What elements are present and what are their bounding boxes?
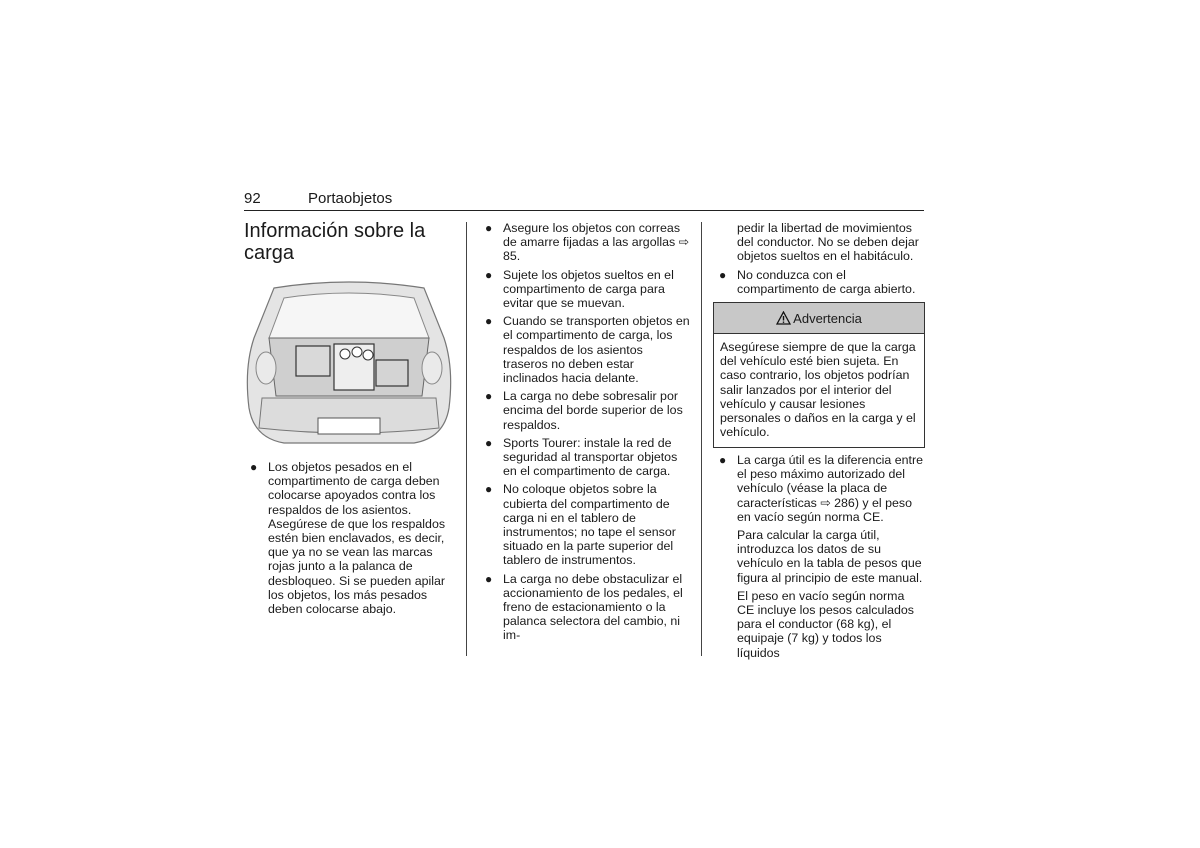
middle-column — [479, 221, 691, 647]
column-divider-2 — [701, 222, 702, 656]
list-item — [479, 482, 691, 567]
list-item-text: La carga no debe obstaculizar el accionamiento de los pedales, el freno de estacionamiento o la palanca selectora del cambio, ni im- — [503, 571, 683, 643]
bullet-icon: ● — [485, 314, 493, 329]
list-item — [479, 314, 691, 385]
list-item — [713, 453, 925, 524]
bullet-icon: ● — [719, 267, 727, 282]
paragraph: El peso en vacío según norma CE incluye los pesos calculados para el conductor (68 kg), el equipaje (7 kg) y todos los líquidos — [737, 588, 915, 660]
continued-text: pedir la libertad de movimientos del conductor. No se deben dejar objetos sueltos en el habitáculo. — [737, 221, 919, 264]
list-item-text: Cuando se transporten objetos en el compartimento de carga, los respaldos de los asientos traseros no deben estar inclinados hacia delante. — [503, 314, 690, 386]
warning-header — [714, 303, 924, 334]
list-item-text: La carga no debe sobresalir por encima del borde superior de los respaldos. — [503, 389, 683, 432]
page-title: Información sobre la carga — [244, 220, 426, 264]
bullet-icon: ● — [485, 221, 493, 235]
middle-bullet-list — [479, 221, 691, 643]
bullet-icon: ● — [485, 571, 493, 586]
bullet-icon: ● — [250, 460, 258, 474]
list-item-text: No coloque objetos sobre la cubierta del compartimento de carga ni en el tablero de instrumentos; no tape el sensor situado en la parte superior del tablero de instrumentos. — [503, 482, 676, 568]
bullet-icon: ● — [485, 482, 493, 497]
section-title: Portaobjetos — [308, 190, 393, 207]
paragraph: Para calcular la carga útil, introduzca los datos de su vehículo en la tabla de pesos que figura al principio de este manual. — [737, 528, 923, 585]
page-header — [244, 190, 924, 211]
warning-triangle-icon — [776, 311, 791, 325]
right-column-bottom — [713, 453, 925, 664]
list-item-text: Sports Tourer: instale la red de seguridad al transportar objetos en el compartimento de carga. — [503, 435, 678, 479]
right-column-top — [713, 221, 925, 300]
list-item — [479, 572, 691, 643]
warning-title: Advertencia — [793, 310, 862, 326]
warning-box — [713, 302, 925, 448]
list-item — [713, 268, 925, 296]
bullet-icon: ● — [485, 267, 493, 282]
warning-text: Asegúrese siempre de que la carga del vehículo esté bien sujeta. En caso contrario, los objetos podrían salir lanzados por el interior del vehículo y causar lesiones personales o daños en la carga y el vehículo. — [720, 340, 916, 440]
list-item — [479, 389, 691, 432]
list-item-text: No conduzca con el compartimento de carga abierto. — [737, 267, 916, 296]
right-bullet-list-top — [713, 268, 925, 296]
list-item-text: La carga útil es la diferencia entre el peso máximo autorizado del vehículo (véase la placa de características ⇨ 286) y el peso en vacío según norma CE. — [737, 453, 923, 524]
right-bullet-list-bottom — [713, 453, 925, 524]
trunk-cargo-illustration — [244, 278, 454, 446]
bullet-icon: ● — [485, 435, 493, 450]
list-item-text: Los objetos pesados en el compartimento de carga deben colocarse apoyados contra los respaldos de los asientos. Asegúrese de que los respaldos estén bien enclavados, es decir, que ya no se vean las marcas rojas junto a la palanca de desbloqueo. Si se pueden apilar los objetos, los más pesados deben colocarse abajo. — [268, 460, 446, 617]
list-item — [479, 221, 691, 264]
bullet-icon: ● — [485, 389, 493, 404]
column-divider-1 — [466, 222, 467, 656]
bullet-icon: ● — [719, 453, 727, 467]
left-bullet-list — [244, 460, 456, 616]
list-item — [479, 268, 691, 311]
left-column — [244, 460, 456, 620]
list-item-text: Sujete los objetos sueltos en el compartimento de carga para evitar que se muevan. — [503, 267, 674, 311]
list-item — [479, 436, 691, 479]
list-item-text: Asegure los objetos con correas de amarre fijadas a las argollas ⇨ 85. — [503, 221, 690, 264]
page-number: 92 — [244, 190, 261, 207]
list-item — [244, 460, 456, 616]
